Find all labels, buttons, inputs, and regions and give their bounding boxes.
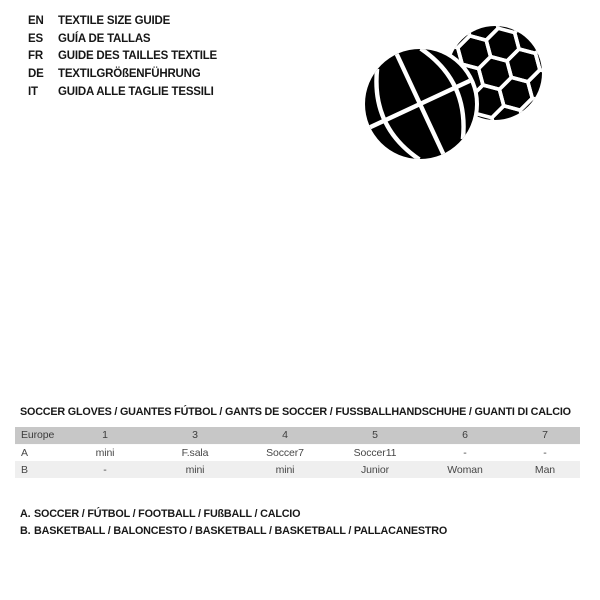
size-table-header-cell: 1: [60, 427, 150, 444]
language-code: IT: [28, 85, 38, 98]
size-table-header-row: [15, 427, 580, 444]
size-cell: mini: [150, 461, 240, 478]
size-table-row: [15, 444, 580, 461]
language-label: TEXTILGRÖßENFÜHRUNG: [58, 68, 201, 81]
language-code: FR: [28, 50, 43, 63]
size-cell: Woman: [420, 461, 510, 478]
size-cell: mini: [95, 446, 115, 459]
size-row-label: B: [15, 461, 60, 478]
footnote-row: [20, 506, 447, 523]
sport-balls-graphic: [360, 18, 555, 168]
size-table-header-cell: 7: [510, 427, 580, 444]
size-table-title: SOCCER GLOVES / GUANTES FÚTBOL / GANTS DE SOCCER / FUSSBALLHANDSCHUHE / GUANTI DI CALCIO: [20, 406, 571, 418]
size-table-row: [15, 461, 580, 478]
size-row-label: A: [21, 446, 28, 459]
footnote-key: B.: [20, 525, 31, 537]
language-code: EN: [28, 15, 44, 27]
size-table-header-cell: Europe: [15, 427, 60, 444]
language-list: [28, 13, 217, 101]
size-table-body: [15, 444, 580, 478]
footnote-row: [20, 523, 447, 540]
size-cell: Soccer7: [266, 446, 304, 459]
language-row: [28, 84, 217, 102]
language-label: GUIDE DES TAILLES TEXTILE: [58, 50, 217, 63]
size-cell: mini: [240, 461, 330, 478]
language-label: TEXTILE SIZE GUIDE: [58, 15, 171, 27]
size-table: [15, 427, 580, 478]
language-row: [28, 66, 217, 84]
language-row: [28, 48, 217, 66]
size-table-container: [15, 427, 580, 478]
size-cell: -: [543, 446, 547, 459]
size-table-header-cell: 5: [330, 427, 420, 444]
language-code: DE: [28, 68, 44, 81]
footnote-text: SOCCER / FÚTBOL / FOOTBALL / FUßBALL / CALCIO: [34, 508, 301, 520]
language-row: [28, 31, 217, 49]
size-cell: Man: [510, 461, 580, 478]
size-cell: Junior: [330, 461, 420, 478]
language-label: GUIDA ALLE TAGLIE TESSILI: [58, 85, 214, 98]
footnote-key: A.: [20, 508, 31, 520]
size-cell: Soccer11: [353, 446, 397, 459]
size-cell: -: [60, 461, 150, 478]
footnote-text: BASKETBALL / BALONCESTO / BASKETBALL / BASKETBALL / PALLACANESTRO: [34, 525, 448, 537]
size-table-header-cell: 4: [240, 427, 330, 444]
size-table-header-cell: 6: [420, 427, 510, 444]
language-code: ES: [28, 32, 43, 45]
language-label: GUÍA DE TALLAS: [58, 32, 151, 45]
size-cell: F.sala: [181, 446, 209, 459]
balls-svg: [360, 18, 555, 168]
size-cell: -: [463, 446, 467, 459]
language-row: [28, 13, 217, 31]
footnotes: [20, 506, 447, 540]
size-table-header-cell: 3: [150, 427, 240, 444]
